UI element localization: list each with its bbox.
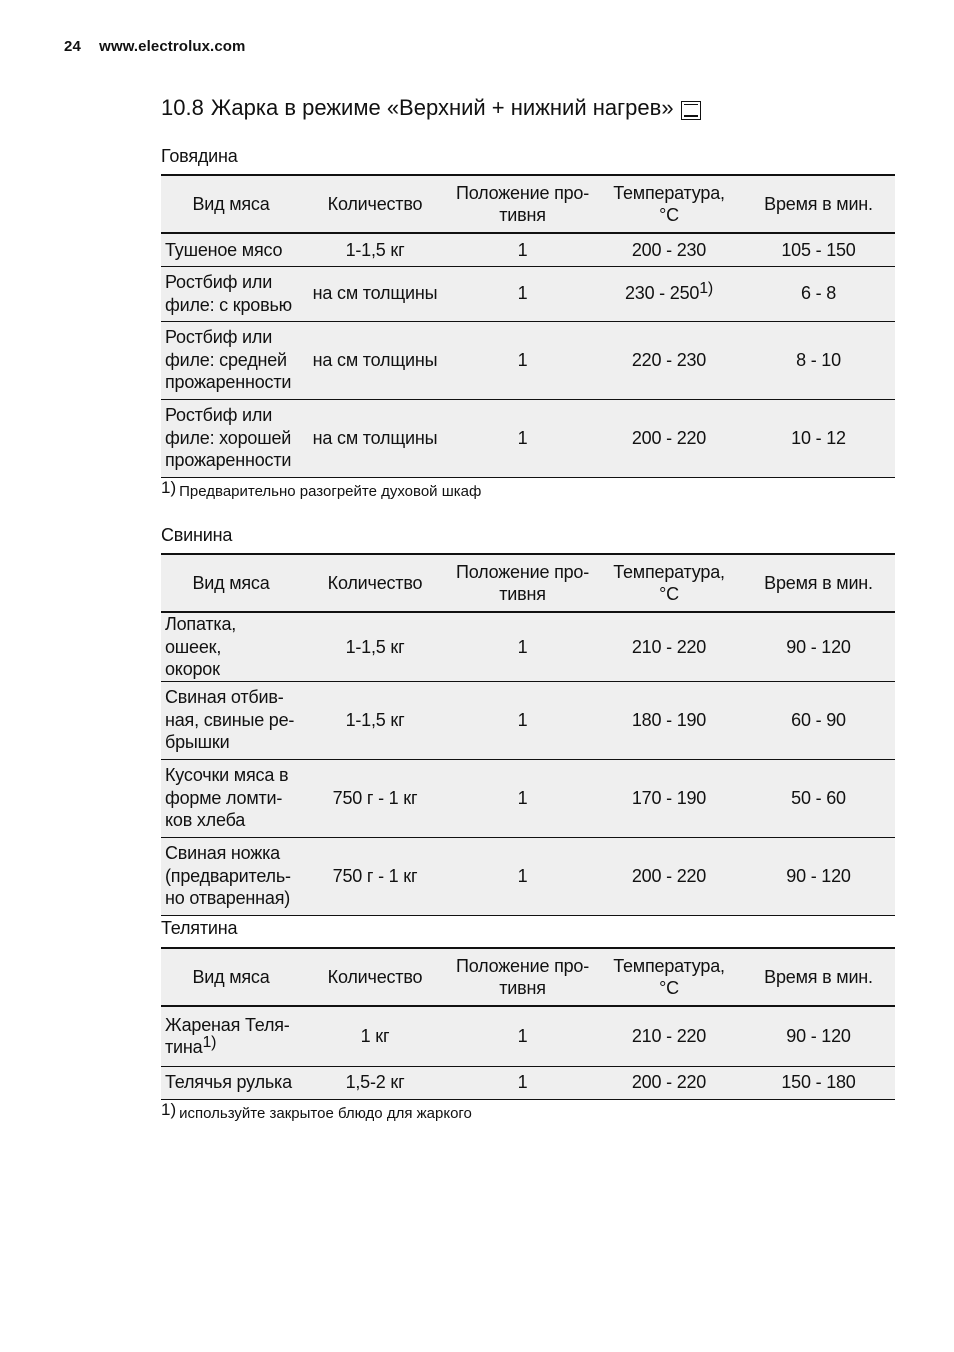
header-quantity: Количество — [327, 967, 423, 987]
meat-type-cell: Ростбиф или филе: хорошей прожаренности — [165, 405, 292, 471]
table-row — [161, 612, 895, 681]
quantity-cell: 750 г - 1 кг — [332, 865, 418, 886]
footnote-mark: 1) — [161, 1100, 177, 1119]
temperature-cell: 210 - 220 — [631, 1026, 707, 1046]
beef-footnote — [161, 478, 482, 501]
time-cell: 105 - 150 — [781, 239, 856, 260]
table-row — [161, 1006, 895, 1066]
temperature-cell: 200 - 220 — [631, 865, 707, 886]
time-cell: 90 - 120 — [786, 1026, 851, 1046]
header-temperature: Температура, °C — [613, 183, 725, 225]
quantity-cell: 1-1,5 кг — [345, 709, 405, 730]
time-cell: 150 - 180 — [781, 1072, 856, 1093]
section-number: 10.8 — [161, 95, 204, 120]
veal-footnote — [161, 1100, 472, 1123]
quantity-cell: 750 г - 1 кг — [332, 787, 418, 808]
beef-table-title: Говядина — [161, 146, 238, 166]
website-link[interactable]: www.electrolux.com — [99, 38, 246, 55]
header-time: Время в мин. — [764, 573, 873, 593]
table-header-row — [161, 175, 895, 233]
quantity-cell: на см толщины — [312, 349, 438, 370]
temperature-cell: 200 - 230 — [631, 239, 707, 260]
shelf-position-cell: 1 — [517, 709, 528, 730]
shelf-position-cell: 1 — [517, 239, 528, 260]
shelf-position-cell: 1 — [517, 636, 528, 657]
footnote-text: используйте закрытое блюдо для жаркого — [179, 1105, 472, 1122]
temperature-cell: 210 - 220 — [631, 636, 707, 657]
table-row — [161, 399, 895, 477]
header-shelf-position: Положение про- тивня — [455, 956, 590, 998]
time-cell: 60 - 90 — [791, 709, 846, 730]
table-header-row — [161, 554, 895, 612]
header-quantity: Количество — [327, 194, 423, 214]
meat-type-cell: Тушеное мясо — [165, 239, 283, 260]
quantity-cell: 1-1,5 кг — [345, 239, 405, 260]
meat-type-cell: Телячья рулька — [165, 1072, 292, 1093]
shelf-position-cell: 1 — [517, 787, 528, 808]
header-meat-type: Вид мяса — [192, 967, 270, 987]
table-row — [161, 266, 895, 321]
time-cell: 10 - 12 — [791, 427, 846, 448]
shelf-position-cell: 1 — [517, 865, 528, 886]
header-time: Время в мин. — [764, 967, 873, 987]
temperature-cell: 170 - 190 — [631, 787, 707, 808]
meat-type-cell: Свиная ножка (предваритель- но отваренная) — [165, 843, 291, 909]
meat-type-cell: Свиная отбив- ная, свиные ре- брышки — [165, 687, 295, 753]
page-header — [64, 38, 245, 55]
meat-type-cell: Кусочки мяса в форме ломти- ков хлеба — [165, 765, 289, 831]
time-cell: 8 - 10 — [796, 349, 841, 370]
temperature-cell: 200 - 220 — [631, 1072, 707, 1093]
table-row — [161, 759, 895, 837]
shelf-position-cell: 1 — [517, 1072, 528, 1093]
header-shelf-position: Положение про- тивня — [455, 562, 590, 604]
meat-type-cell: Ростбиф или филе: с кровью — [165, 272, 292, 315]
time-cell: 90 - 120 — [786, 865, 851, 886]
section-title-text: Жарка в режиме «Верхний + нижний нагрев» — [210, 95, 674, 120]
header-time: Время в мин. — [764, 194, 873, 214]
header-temperature: Температура, °C — [613, 562, 725, 604]
shelf-position-cell: 1 — [517, 427, 528, 448]
table-row — [161, 837, 895, 915]
header-quantity: Количество — [327, 573, 423, 593]
shelf-position-cell: 1 — [517, 349, 528, 370]
header-meat-type: Вид мяса — [192, 573, 270, 593]
temperature-cell: 200 - 220 — [631, 427, 707, 448]
quantity-cell: на см толщины — [312, 283, 438, 304]
page-number: 24 — [64, 38, 81, 55]
table-row — [161, 1066, 895, 1099]
temperature-cell: 230 - 250$^{1)}$ — [624, 280, 714, 304]
oven-top-bottom-heat-icon — [681, 101, 701, 120]
veal-table-title: Телятина — [161, 918, 238, 938]
pork-table — [161, 553, 895, 916]
table-row — [161, 321, 895, 399]
footnote-reference: 1) — [699, 280, 714, 298]
veal-table — [161, 947, 895, 1100]
time-cell: 50 - 60 — [791, 787, 846, 808]
quantity-cell: 1 кг — [360, 1026, 390, 1046]
table-row — [161, 233, 895, 266]
shelf-position-cell: 1 — [517, 1026, 528, 1046]
temperature-cell: 220 - 230 — [631, 349, 707, 370]
table-header-row — [161, 948, 895, 1006]
temperature-cell: 180 - 190 — [631, 709, 707, 730]
pork-table-title: Свинина — [161, 525, 233, 545]
quantity-cell: 1-1,5 кг — [345, 636, 405, 657]
meat-type-cell: Жареная Теля- тина$^{1)}$ — [165, 1014, 290, 1058]
time-cell: 6 - 8 — [800, 283, 837, 304]
quantity-cell: 1,5-2 кг — [345, 1072, 405, 1093]
header-shelf-position: Положение про- тивня — [455, 183, 590, 225]
shelf-position-cell: 1 — [517, 283, 528, 304]
beef-table — [161, 174, 895, 478]
footnote-reference: 1) — [202, 1034, 217, 1052]
meat-type-cell: Ростбиф или филе: средней прожаренности — [165, 327, 292, 393]
footnote-text: Предварительно разогрейте духовой шкаф — [179, 483, 482, 500]
time-cell: 90 - 120 — [786, 636, 851, 657]
meat-type-cell: Лопатка, ошеек, окорок — [165, 614, 237, 679]
header-meat-type: Вид мяса — [192, 194, 270, 214]
header-temperature: Температура, °C — [613, 956, 725, 998]
section-title — [161, 95, 701, 121]
quantity-cell: на см толщины — [312, 427, 438, 448]
table-row — [161, 681, 895, 759]
footnote-mark: 1) — [161, 478, 177, 497]
